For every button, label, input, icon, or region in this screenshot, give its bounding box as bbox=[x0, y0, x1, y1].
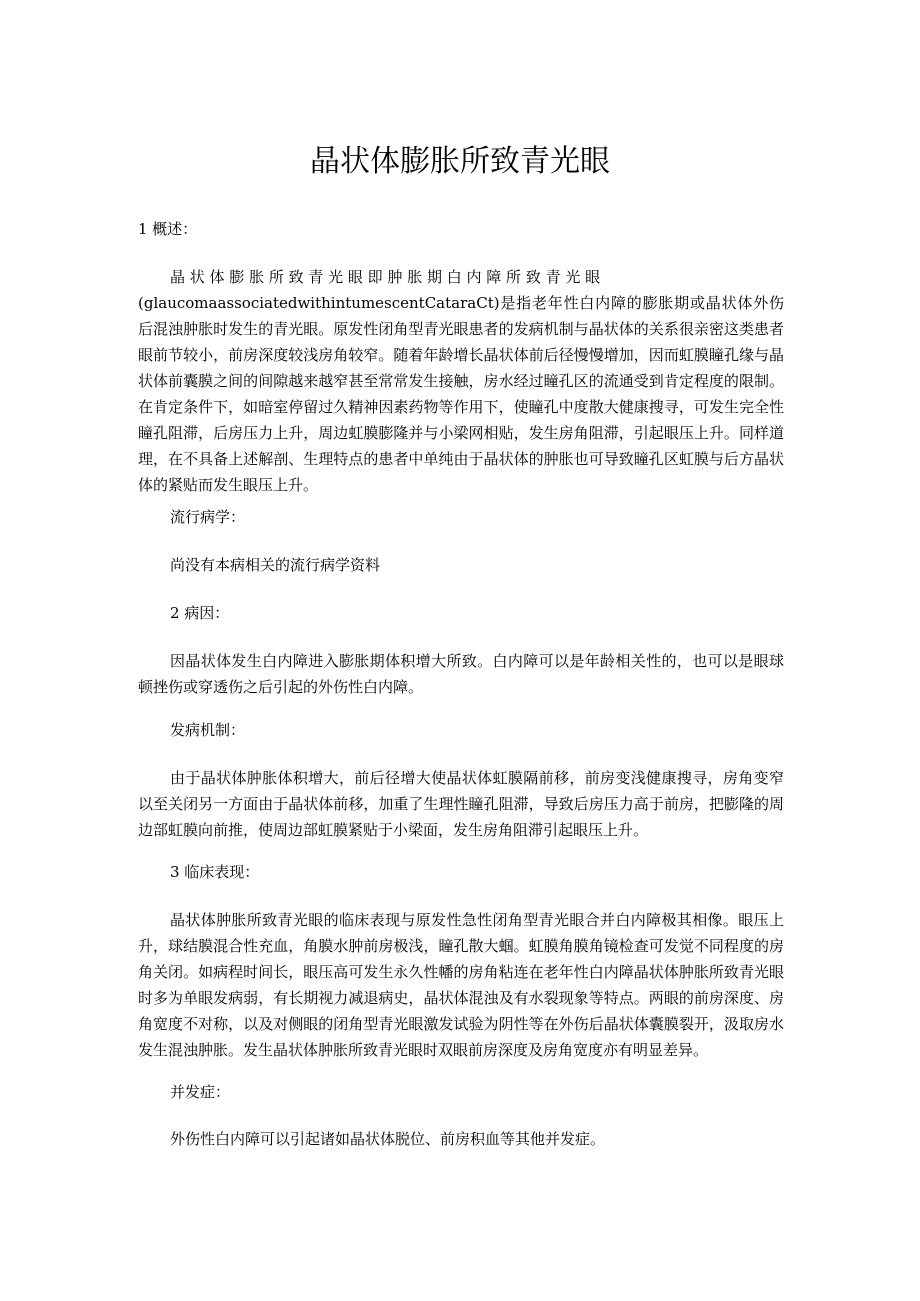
epidemiology-paragraph: 尚没有本病相关的流行病学资料 bbox=[170, 556, 381, 574]
document-title: 晶状体膨胀所致青光眼 bbox=[310, 144, 610, 179]
complication-heading: 并发症： bbox=[170, 1083, 231, 1101]
mechanism-paragraph: 由于晶状体肿胀体积增大，前后径增大使晶状体虹膜隔前移，前房变浅健康搜寻，房角变窄以至关闭另一方面由于晶状体前移，加重了生理性瞳孔阻滞，导致后房压力高于前房，把膨隆的周边部虹膜向前推，使周边部虹膜紧贴于小梁面，发生房角阻滞引起眼压上升。 bbox=[138, 769, 784, 839]
mechanism-heading: 发病机制： bbox=[170, 721, 246, 739]
epidemiology-heading: 流行病学： bbox=[170, 508, 246, 526]
clinical-heading: 3 临床表现： bbox=[170, 863, 260, 881]
overview-first-line: 晶 状 体 膨 胀 所 致 青 光 眼 即 肿 胀 期 白 内 障 所 致 青 光 眼 bbox=[170, 268, 601, 286]
complication-paragraph: 外伤性白内障可以引起诸如晶状体脱位、前房积血等其他并发症。 bbox=[170, 1130, 606, 1148]
overview-paragraph: (glaucomaassociatedwithintumescentCataraCt)是指老年性白内障的膨胀期或晶状体外伤后混浊肿胀时发生的青光眼。原发性闭角型青光眼患者的发病机制与晶状体的关系很亲密这类患者眼前节较小，前房深度较浅房角较窄。随着年龄增长晶状体前后径慢慢增加，因而虹膜瞳孔缘与晶状体前囊膜之间的间隙越来越窄甚至常常发生接触，房水经过瞳孔区的流通受到肯定程度的限制。在肯定条件下，如暗室停留过久精神因素药物等作用下，使瞳孔中度散大健康搜寻，可发生完全性瞳孔阻滞，后房压力上升，周边虹膜膨隆并与小梁网相贴，发生房角阻滞，引起眼压上升。同样道理，在不具备上述解剖、生理特点的患者中单纯由于晶状体的肿胀也可导致瞳孔区虹膜与后方晶状体的紧贴而发生眼压上升。 bbox=[138, 294, 784, 494]
cause-paragraph: 因晶状体发生白内障进入膨胀期体积增大所致。白内障可以是年龄相关性的，也可以是眼球顿挫伤或穿透伤之后引起的外伤性白内障。 bbox=[138, 652, 784, 696]
overview-heading: 1 概述： bbox=[138, 220, 198, 238]
clinical-paragraph: 晶状体肿胀所致青光眼的临床表现与原发性急性闭角型青光眼合并白内障极其相像。眼压上升，球结膜混合性充血，角膜水肿前房极浅，瞳孔散大蝈。虹膜角膜角镜检查可发觉不同程度的房角关闭。如病程时间长，眼压高可发生永久性幡的房角粘连在老年性白内障晶状体肿胀所致青光眼时多为单眼发病弱，有长期视力减退病史，晶状体混浊及有水裂现象等特点。两眼的前房深度、房角宽度不对称，以及对侧眼的闭角型青光眼激发试验为阴性等在外伤后晶状体囊膜裂开，汲取房水发生混浊肿胀。发生晶状体肿胀所致青光眼时双眼前房深度及房角宽度亦有明显差异。 bbox=[138, 911, 784, 1059]
cause-heading: 2 病因： bbox=[170, 604, 230, 622]
